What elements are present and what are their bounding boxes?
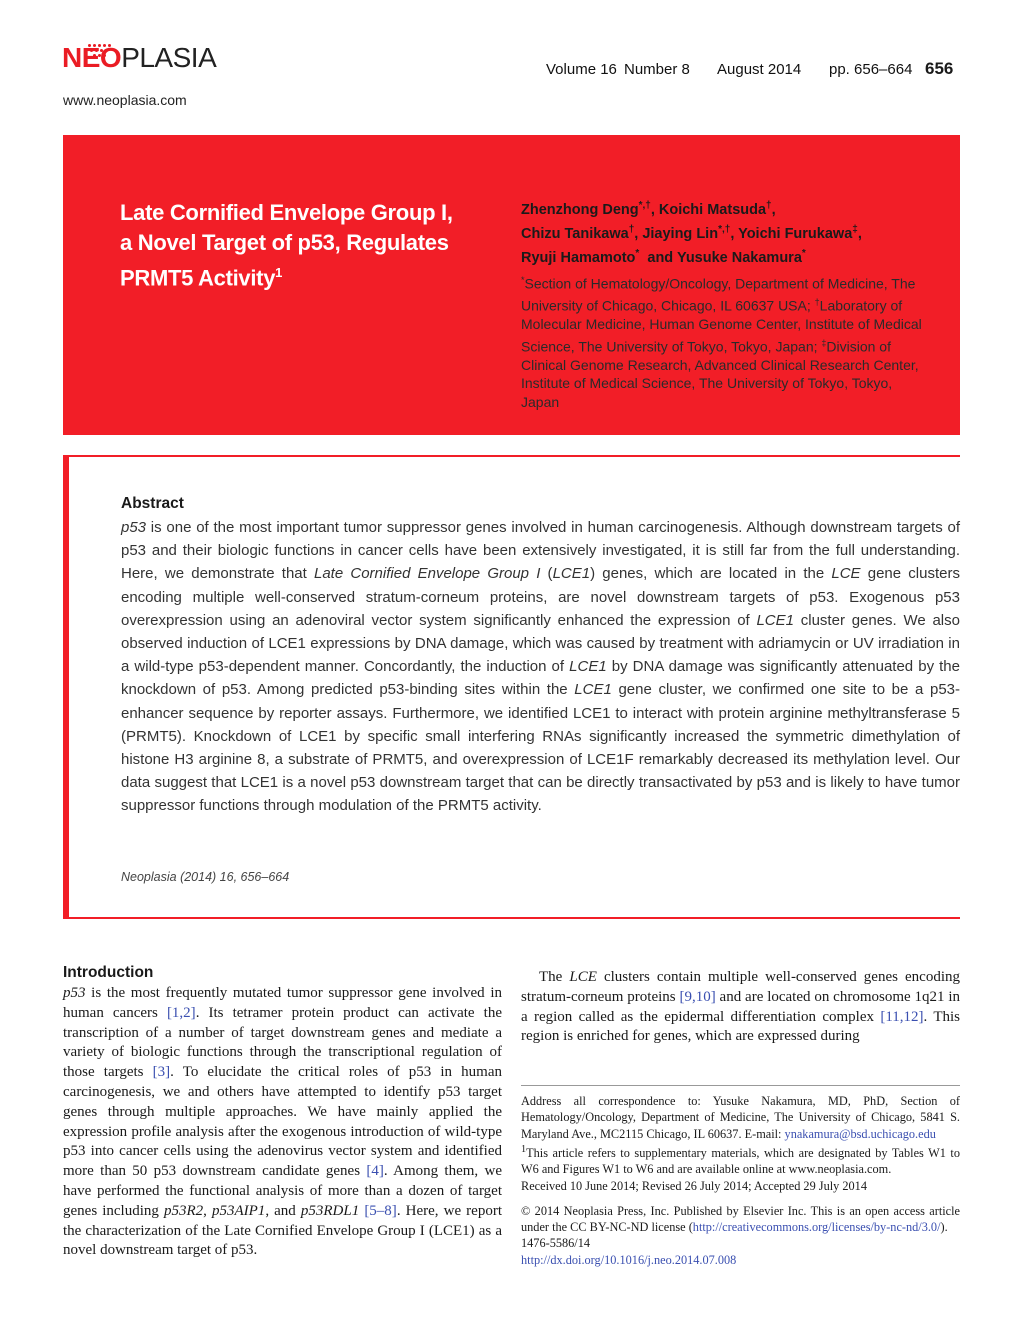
abstract-top-rule bbox=[69, 455, 960, 457]
gene-name: LCE1 bbox=[574, 681, 612, 699]
footnotes bbox=[521, 1093, 960, 1268]
dates-note: Received 10 June 2014; Revised 26 July 2014; Accepted 29 July 2014 bbox=[521, 1178, 867, 1193]
logo-neo: NE bbox=[62, 42, 100, 73]
author-affil-mark: * bbox=[801, 247, 806, 259]
citation: Neoplasia (2014) 16, 656–664 bbox=[121, 870, 290, 884]
gene-name: LCE1 bbox=[756, 611, 794, 629]
author: Zhenzhong Deng bbox=[521, 201, 639, 218]
author-affil-mark: *,† bbox=[718, 223, 731, 235]
author: Yusuke Nakamura bbox=[676, 249, 802, 266]
footnote-run: This article refers to supplementary materials, which are designated by Tables W1 to W6 and Figures W1 to W6 and are available online at www.neoplasia.com. bbox=[521, 1145, 960, 1177]
abstract-run: ) genes, which are located in the bbox=[590, 565, 832, 583]
body-run: . Among them, we have performed the functional analysis of more than a dozen of target genes including bbox=[63, 1163, 502, 1219]
logo-o: O bbox=[99, 42, 122, 73]
affil-mark: ‡ bbox=[821, 337, 827, 348]
affiliation: Section of Hematology/Oncology, Department of Medicine, The University of Chicago, Chicago, IL 60637 USA; bbox=[521, 275, 916, 314]
article-title bbox=[120, 198, 500, 293]
affiliations bbox=[521, 271, 926, 411]
reference-link[interactable]: [1,2] bbox=[166, 1004, 196, 1021]
footnote-run: © 2014 Neoplasia Press, Inc. Published by Elsevier Inc. This is an open access article under the CC BY-NC-ND license ( bbox=[521, 1203, 960, 1235]
author: Koichi Matsuda bbox=[658, 201, 767, 218]
body-run: is the most frequently mutated tumor suppressor gene involved in human cancers bbox=[63, 985, 502, 1021]
author-affil-mark: *,† bbox=[638, 200, 651, 211]
abstract-run: gene cluster, we confirmed one site to be a p53-enhancer sequence by reporter assays. Furthermore, we identified LCE1 to interact with protein arginine methyltransferase 5 (PRMT5). Knockdown of LCE1 by specific small interfering RNAs significantly increased the symmetric dimethylation of histone H3 arginine 8, a substrate of PRMT5, and overexpression of LCE1F remarkably decreased its methylation level. Our data suggest that LCE1 is a novel p53 downstream target that can be directly transactivated by p53 and is likely to have tumor suppressor functions through modulation of the PRMT5 activity. bbox=[121, 681, 960, 815]
volume: Volume 16 bbox=[546, 61, 617, 78]
body-run: . This region is enriched for genes, which are expressed during bbox=[521, 1008, 960, 1045]
author-list: Zhenzhong Deng*,†, Koichi Matsuda†, Chizu Tanikawa†, Jiaying Lin*,†, Yoichi Furukawa‡, Ryuji Hamamoto* and Yusuke Nakamura* bbox=[521, 200, 862, 266]
gene-name: LCE bbox=[569, 969, 597, 985]
abstract-bottom-rule bbox=[69, 917, 960, 919]
journal-logo[interactable] bbox=[62, 42, 216, 92]
author: Ryuji Hamamoto bbox=[521, 249, 636, 266]
copyright-note bbox=[521, 1203, 960, 1236]
gene-name: Late Cornified Envelope Group I bbox=[314, 565, 541, 583]
author: Yoichi Furukawa bbox=[738, 225, 853, 242]
abstract-heading: Abstract bbox=[121, 495, 184, 512]
abstract-run: by DNA damage was significantly attenuated by the knockdown of p53. Among predicted p53-binding sites within the bbox=[121, 658, 960, 699]
intro-column-right bbox=[521, 968, 960, 1047]
title-line-3: PRMT5 Activity bbox=[120, 265, 276, 291]
title-footnote-mark: 1 bbox=[275, 265, 283, 280]
body-run: and are located on chromosome 1q21 in a region called as the epidermal differentiation complex bbox=[521, 988, 960, 1025]
reference-link[interactable]: [3] bbox=[152, 1064, 171, 1081]
page-number: 656 bbox=[925, 59, 954, 78]
correspondence-note bbox=[521, 1093, 960, 1142]
body-run: , and bbox=[265, 1202, 301, 1219]
section-heading-introduction: Introduction bbox=[63, 964, 154, 981]
journal-url[interactable]: www.neoplasia.com bbox=[63, 92, 187, 108]
affil-mark: * bbox=[521, 275, 525, 285]
issue-number: Number 8 bbox=[624, 61, 690, 78]
abstract-run: cluster genes. We also observed induction of LCE1 expressions by DNA damage, which was caused by treatment with adriamycin or UV irradiation in a wild-type p53-dependent manner. Concordantly, the induction of bbox=[121, 611, 960, 676]
reference-link[interactable]: [5–8] bbox=[364, 1202, 397, 1219]
reference-link[interactable]: [11,12] bbox=[880, 1008, 924, 1025]
abstract-run: gene clusters encoding multiple well-conserved stratum-corneum proteins, are novel downstream targets of p53. Exogenous p53 overexpression using an adenoviral vector system significantly enhanced the expression of bbox=[121, 565, 960, 629]
author: Chizu Tanikawa bbox=[521, 225, 629, 242]
affil-mark: † bbox=[814, 297, 820, 308]
gene-name: p53RDL1 bbox=[300, 1202, 360, 1219]
gene-name: p53 bbox=[63, 985, 86, 1001]
author-conjunction: and bbox=[647, 249, 674, 266]
issn: 1476-5586/14 bbox=[521, 1236, 590, 1251]
body-run: . Its tetramer protein product can activate the transcription of a number of target downstream genes and mediate a variety of biologic functions through the transcriptional regulation of those targets bbox=[63, 1004, 502, 1081]
footnote-run: ). bbox=[940, 1220, 948, 1235]
body-run: The bbox=[539, 969, 570, 985]
footnote-run: Address all correspondence to: Yusuke Nakamura, MD, PhD, Section of Hematology/Oncology, Department of Medicine, The University of Chicago, 5841 S. Maryland Ave., MC2115 Chicago, IL 60637. E-mail: bbox=[521, 1094, 960, 1141]
body-run: . To elucidate the critical roles of p53 in human carcinogenesis, we and others have attempted to identify p53 target genes through multiple approaches. We have mainly applied the expression profile analysis after the exogenous introduction of wild-type p53 into cancer cells using the adenovirus vector system and identified more than 50 p53 downstream candidate genes bbox=[63, 1064, 502, 1180]
gene-name: LCE bbox=[831, 565, 861, 583]
doi-link[interactable]: http://dx.doi.org/10.1016/j.neo.2014.07.008 bbox=[521, 1252, 737, 1267]
intro-column-left bbox=[63, 984, 502, 1261]
title-line-1: Late Cornified Envelope Group I, bbox=[120, 200, 453, 225]
abstract-run: ( bbox=[540, 565, 553, 583]
author-affil-mark: * bbox=[635, 247, 640, 259]
gene-name: p53R2 bbox=[163, 1202, 204, 1219]
affiliation: Laboratory of Molecular Medicine, Human Genome Center, Institute of Medical Science, The University of Tokyo, Tokyo, Japan; bbox=[521, 297, 922, 355]
author-affil-mark: † bbox=[628, 223, 635, 235]
author: Jiaying Lin bbox=[642, 225, 719, 242]
license-link[interactable]: http://creativecommons.org/licenses/by-nc-nd/3.0/ bbox=[692, 1220, 941, 1235]
body-run: . Here, we report the characterization of the Late Cornified Envelope Group I (LCE1) as a novel downstream target of p53. bbox=[63, 1202, 502, 1259]
gene-name: p53AIP1 bbox=[211, 1202, 266, 1219]
page-range: pp. 656–664 bbox=[829, 61, 913, 78]
abstract-left-bar bbox=[63, 455, 69, 919]
author-affil-mark: † bbox=[766, 200, 772, 211]
author-affil-mark: ‡ bbox=[852, 223, 858, 235]
body-run: , bbox=[203, 1202, 212, 1219]
body-run: clusters contain multiple well-conserved genes encoding stratum-corneum proteins bbox=[521, 969, 960, 1005]
title-line-2: a Novel Target of p53, Regulates bbox=[120, 230, 449, 255]
footnote-rule bbox=[521, 1085, 960, 1086]
abstract-run: is one of the most important tumor suppressor genes involved in human carcinogenesis. Although downstream targets of p53 and their biologic functions in cancer cells have been extensively investigated, it is still far from the full understanding. Here, we demonstrate that bbox=[121, 519, 960, 583]
abstract-text bbox=[121, 516, 960, 818]
gene-name: LCE1 bbox=[569, 658, 607, 676]
footnote-mark: 1 bbox=[521, 1143, 527, 1155]
gene-name: p53 bbox=[121, 519, 147, 536]
issue-date: August 2014 bbox=[717, 61, 802, 78]
email-link[interactable]: ynakamura@bsd.uchicago.edu bbox=[784, 1126, 936, 1141]
logo-plasia: PLASIA bbox=[121, 42, 217, 73]
gene-name: LCE1 bbox=[552, 565, 591, 583]
reference-link[interactable]: [9,10] bbox=[679, 988, 716, 1005]
supplement-note bbox=[521, 1142, 960, 1178]
reference-link[interactable]: [4] bbox=[366, 1163, 384, 1180]
affiliation: Division of Clinical Genome Research, Advanced Clinical Research Center, Institute of Medical Science, The University of Tokyo, Tokyo, Japan bbox=[521, 338, 919, 410]
